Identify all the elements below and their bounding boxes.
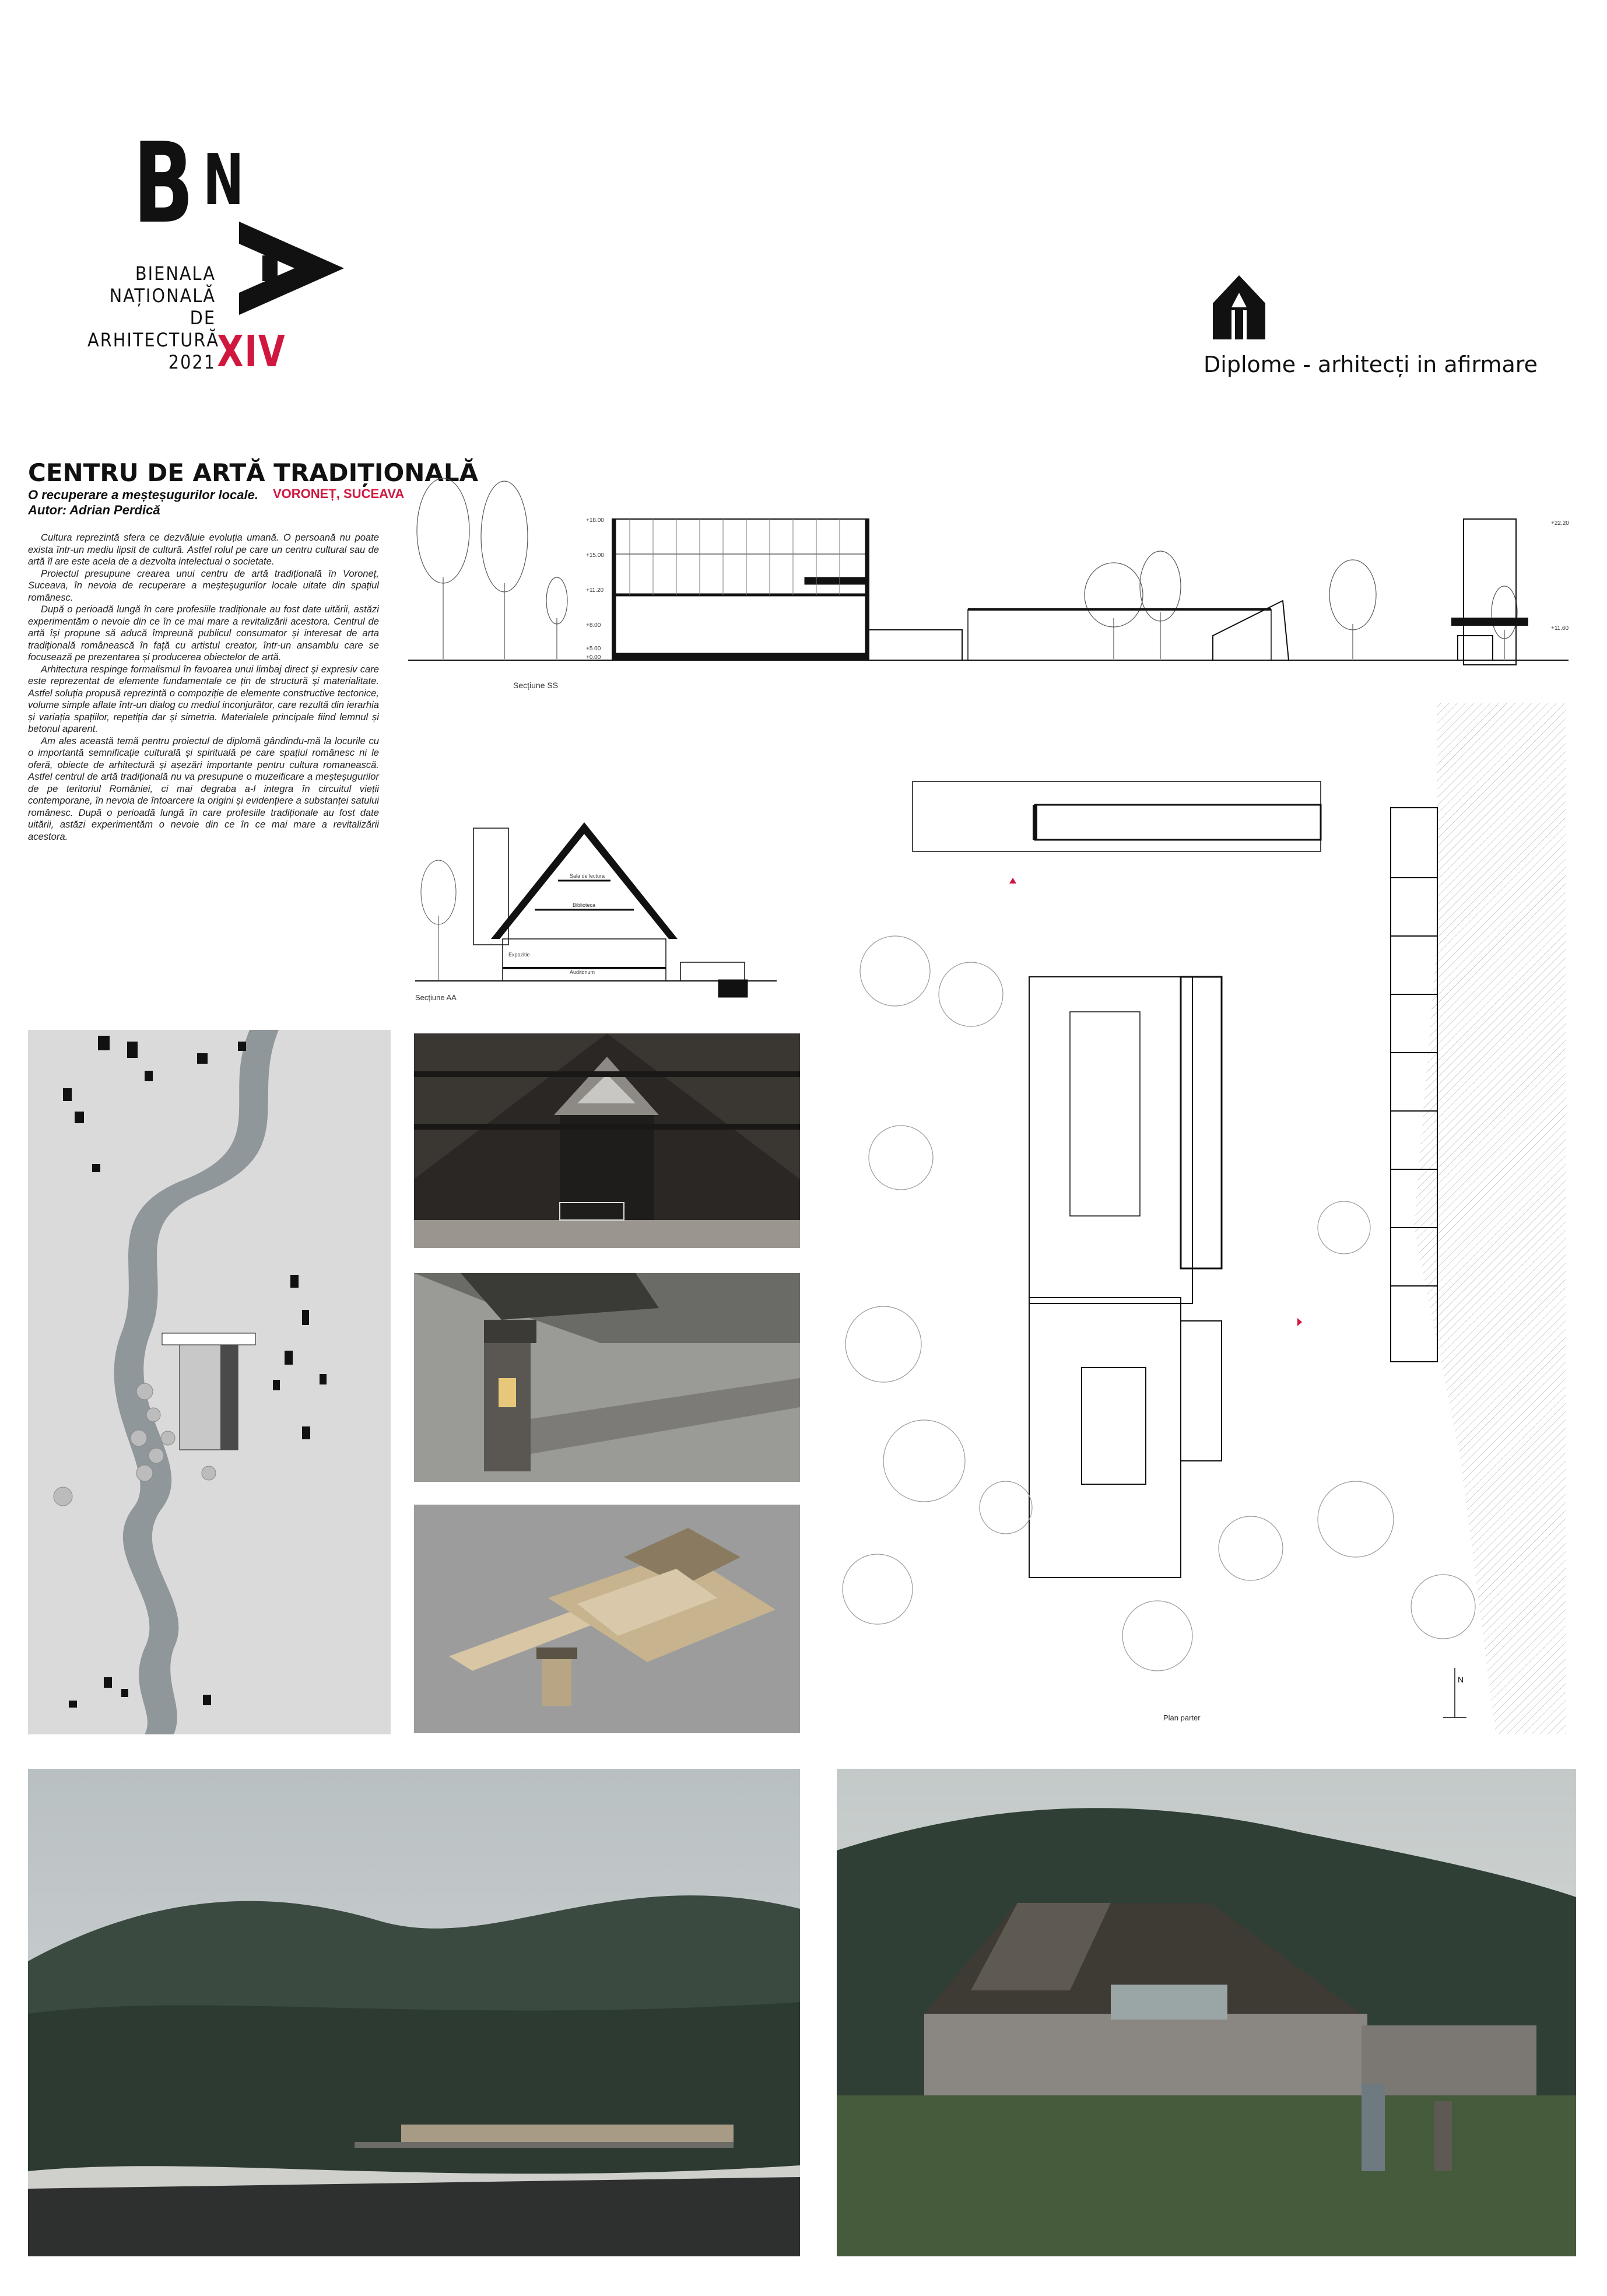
level-label: +11.20: [586, 587, 604, 594]
plan-top-wing: [913, 781, 1321, 851]
axonometric-render: [414, 1505, 800, 1733]
interior-render: [414, 1033, 800, 1248]
section-building: [612, 519, 1569, 660]
section-marker-icon: [1297, 1318, 1302, 1326]
project-author: Autor: Adrian Perdică: [28, 503, 160, 517]
site-plan-drawing: [28, 1030, 391, 1734]
section-aa-drawing: [415, 799, 777, 1003]
logo-letter-n: N: [203, 140, 244, 221]
project-location: VORONEȚ, SUCEAVA: [273, 486, 405, 501]
paragraph: Arhitectura respinge formalismul în favoarea unui limbaj direct și expresiv care este reprezentat de elemente fundamentale ce țin de structură și materialitate. Astfel soluția propusă reprezintă o compoziție de elemente constructive tectonice, volume simple aflate într-un dialog cu mediul inconjurător, care rezultă din ierarhia și variația spațiilor, repetiția dar și simetria. Materialele principale fiind lemnul și betonul aparent.: [28, 663, 379, 734]
project-description: [28, 532, 379, 843]
level-label: +0.00: [586, 654, 601, 661]
logo-line: NAȚIONALĂ: [109, 285, 216, 307]
plan-main-building: [1029, 977, 1222, 1578]
trees-left: [417, 478, 1517, 659]
axonometric-render-image: [414, 1505, 800, 1733]
section-aa-building: [473, 822, 748, 997]
paragraph: Proiectul presupune crearea unui centru de artă tradițională în Voroneț, Suceava, în nevoia de recuperare a meșteșugurilor locale uitate din spațiul românesc.: [28, 567, 379, 603]
room-label: Auditorium: [570, 969, 595, 975]
level-label: +18.00: [586, 517, 604, 524]
section-ss-label: Secțiune SS: [513, 681, 559, 690]
logo-letter-a-icon: [239, 222, 344, 315]
bridge-render: [28, 1769, 800, 2256]
section-aa-label: Secțiune AA: [415, 993, 457, 1002]
room-label: Expozitie: [508, 952, 530, 958]
barn-render: [837, 1769, 1576, 2256]
plan-drawing: [831, 703, 1576, 1734]
section-ss-drawing: [408, 461, 1574, 706]
paragraph: Am ales această temă pentru proiectul de diplomă gândindu-mă la locurile cu o importantă semnificație culturală și spirituală pe care spațiul românesc ni le oferă, obiecte de arhitectură și așezări importante pentru cultura romanească. Astfel centrul de artă tradițională nu va presupune o muzeificare a meșteșugurilor de pe teritoriul României, ci mai degraba a-l integra în circuitul vieții contemporane, în nevoia de întoarcere la origini și evidențiere a substanței satului românesc. După o perioadă lungă în care profesiile tradiționale au fost date uitării, astăzi experimentăm o nevoie din ce în ce mai mare a revitalizării acestora.: [28, 735, 379, 842]
section-tower: [1452, 519, 1528, 665]
paragraph: Cultura reprezintă sfera ce dezvăluie evoluția umană. O persoană nu poate exista într-un mediu lipsit de cultură. Astfel rolul pe care un centru cultural sau de artă îl are este acela de a dezvolta intelectual o societate.: [28, 532, 379, 567]
north-label: N: [1458, 1675, 1464, 1684]
ground-floor-plan: [831, 703, 1576, 1734]
logo-letter-b: B: [133, 119, 194, 248]
logo-wordmark: [87, 262, 220, 373]
barn-render-image: [837, 1769, 1576, 2256]
level-label: +15.00: [586, 552, 604, 559]
level-label: +8.00: [586, 622, 601, 629]
logo-line: DE: [190, 307, 216, 329]
logo-line: ARHITECTURĂ: [87, 329, 220, 351]
interior-render-image: [414, 1033, 800, 1248]
tower-render-image: [414, 1273, 800, 1482]
tower-render: [414, 1273, 800, 1482]
bridge-render-image: [28, 1769, 800, 2256]
site-plan: [28, 1030, 391, 1734]
level-label: +22.20: [1551, 520, 1569, 527]
pencil-building-icon: [1213, 275, 1265, 339]
room-label: Sala de lectura: [570, 873, 605, 879]
logo-edition: XIV: [217, 327, 286, 377]
project-title: CENTRU DE ARTĂ TRADIȚIONALĂ: [28, 458, 479, 487]
logo-line: 2021: [168, 351, 216, 373]
project-subtitle: O recuperare a meșteșugurilor locale.: [28, 488, 258, 502]
level-label: +11.60: [1551, 625, 1569, 632]
category-title: Diplome - arhitecți in afirmare: [1204, 352, 1538, 377]
logo-line: BIENALA: [135, 262, 216, 285]
room-label: Biblioteca: [573, 902, 596, 908]
section-aa-trees: [421, 860, 456, 980]
paragraph: După o perioadă lungă în care profesiile tradiționale au fost date uitării, astăzi experimentăm o nevoie din ce în ce mai mare a revitalizării acestora. Centrul de artă își propune să aducă împreună publicul consumator și interesat de arta tradițională românească în față cu artistul creator, într-un ansamblu care se focusează pe prezentarea și producerea obiectelor de artă.: [28, 604, 379, 662]
plan-label: Plan parter: [1163, 1713, 1201, 1722]
section-marker-icon: [1009, 878, 1016, 884]
level-label: +5.00: [586, 646, 601, 652]
